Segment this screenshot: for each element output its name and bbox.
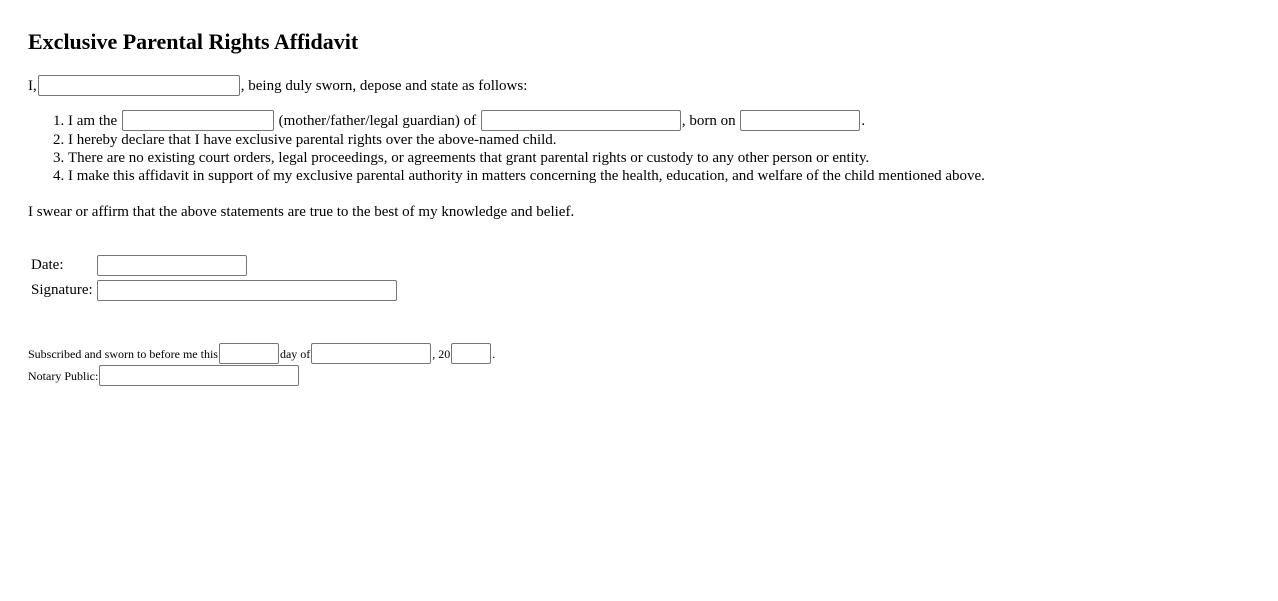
notary-public-label: Notary Public: — [28, 368, 99, 383]
signature-input[interactable] — [97, 280, 397, 301]
notary-year-prefix: , 20 — [432, 346, 451, 361]
statement-item-4: 4. I make this affidavit in support of my exclusive parental authority in matters concerning the health, education, and welfare of the child mentioned above. — [68, 167, 985, 185]
oath-line — [28, 202, 574, 222]
notary-month-input[interactable] — [311, 343, 431, 364]
statement-item-3: 3. There are no existing court orders, legal proceedings, or agreements that grant parental rights or custody to any other person or entity. — [68, 149, 985, 167]
birthdate-input[interactable] — [740, 110, 860, 131]
date-row — [30, 254, 398, 277]
statement-1-middle: (mother/father/legal guardian) of — [278, 112, 477, 129]
intro-line — [28, 75, 527, 96]
date-label: Date: — [31, 257, 64, 273]
statement-item-1 — [68, 110, 985, 131]
statement-1-born-on: , born on — [681, 112, 736, 129]
statement-item-2: 2. I hereby declare that I have exclusive parental rights over the above-named child. — [68, 131, 985, 149]
relation-input[interactable] — [122, 110, 274, 131]
signature-row — [30, 279, 398, 302]
notary-public-line — [28, 365, 300, 386]
child-name-input[interactable] — [481, 110, 681, 131]
signature-label: Signature: — [31, 282, 93, 298]
intro-prefix: I, — [28, 77, 37, 94]
oath-text: I swear or affirm that the above statements are true to the best of my knowledge and belief. — [28, 204, 575, 220]
notary-sworn-line — [28, 343, 495, 364]
affiant-name-input[interactable] — [38, 75, 240, 96]
statements-list — [28, 110, 985, 185]
signature-block — [28, 252, 400, 304]
notary-subscribed-prefix: Subscribed and sworn to before me this — [28, 346, 218, 361]
notary-public-input[interactable] — [99, 365, 299, 386]
notary-year-input[interactable] — [451, 343, 491, 364]
statement-1-prefix: 1. I am the — [68, 112, 118, 129]
notary-day-of: day of — [279, 346, 311, 361]
statement-1-end: . — [861, 112, 866, 129]
intro-suffix: , being duly sworn, depose and state as follows: — [240, 77, 528, 94]
date-input[interactable] — [97, 255, 247, 276]
page-title: Exclusive Parental Rights Affidavit — [28, 29, 359, 54]
notary-end: . — [492, 346, 496, 361]
notary-day-input[interactable] — [219, 343, 279, 364]
